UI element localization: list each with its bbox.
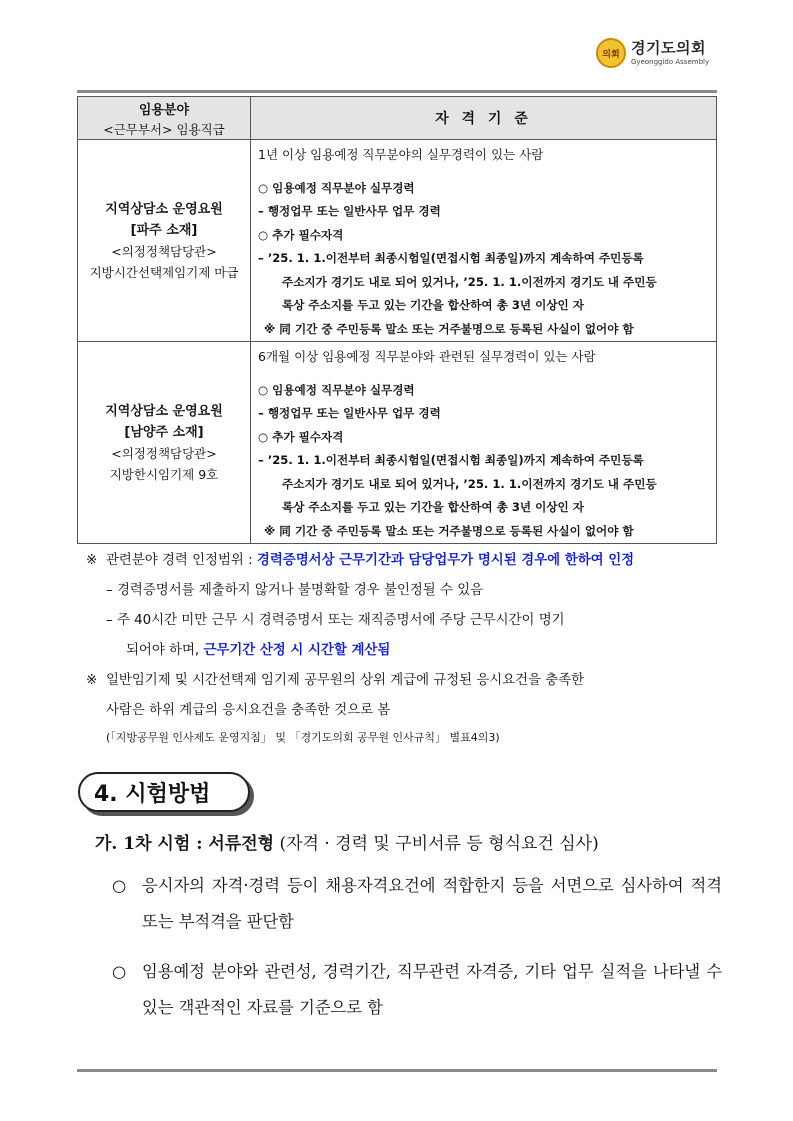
- section-heading: 4. 시험방법: [78, 772, 250, 812]
- table-row: [78, 342, 717, 544]
- criteria-intro: 1년 이상 임용예정 직무분야의 실무경력이 있는 사람: [258, 147, 544, 162]
- note-sub-prefix: 되어야 하며,: [126, 643, 204, 658]
- criteria-cell: [251, 140, 717, 342]
- position-title: 지역상담소 운영요원: [105, 403, 223, 419]
- list-item: [112, 868, 722, 940]
- criteria-line: ○ 추가 필수자격: [258, 227, 344, 242]
- note-text: 일반임기제 및 시간선택제 임기제 공무원의 상위 계급에 규정된 응시요건을 충족한: [106, 673, 585, 688]
- note-mark: ※: [86, 673, 98, 688]
- col1-header-line1: 임용분야: [138, 102, 190, 118]
- position-location: [파주 소재]: [130, 222, 198, 238]
- criteria-line: 록상 주소지를 두고 있는 기간을 합산하여 총 3년 이상인 자: [282, 298, 584, 312]
- qualification-table: [77, 96, 717, 544]
- col1-header-line2: <근무부서> 임용직급: [103, 121, 225, 137]
- note-prefix: 관련분야 경력 인정범위 :: [106, 553, 257, 568]
- note-sub-item: – 주 40시간 미만 근무 시 경력증명서 또는 재직증명서에 주당 근무시간이 명기: [106, 613, 565, 628]
- position-cell: [78, 342, 251, 544]
- position-department: <의정정책담당관>: [111, 243, 217, 259]
- table-header-row: [78, 97, 717, 140]
- bullet-list: [112, 868, 722, 1040]
- top-rule: [77, 90, 717, 93]
- col-header-position: [78, 97, 251, 140]
- note-text-cont: 사람은 하위 계급의 응시요건을 충족한 것으로 봄: [106, 703, 391, 718]
- criteria-cell: [251, 342, 717, 544]
- bullet-circle-icon: ○: [112, 876, 127, 895]
- note-reference: (「지방공무원 인사제도 운영지침」 및 「경기도의회 공무원 인사규칙」 별표4의3): [106, 731, 500, 744]
- criteria-line: ○ 임용예정 직무분야 실무경력: [258, 382, 415, 397]
- criteria-line: 주소지가 경기도 내로 되어 있거나, ’25. 1. 1.이전까지 경기도 내 주민등: [282, 476, 657, 491]
- position-cell: [78, 140, 251, 342]
- criteria-note: ※ 同 기간 중 주민등록 말소 또는 거주불명으로 등록된 사실이 없어야 함: [264, 523, 634, 538]
- subsection-title-bold: 가. 1차 시험 : 서류전형: [95, 834, 275, 854]
- bullet-text: 임용예정 분야와 관련성, 경력기간, 직무관련 자격증, 기타 업무 실적을 나타낼 수 있는 객관적인 자료를 기준으로 함: [142, 962, 722, 1017]
- criteria-line: 록상 주소지를 두고 있는 기간을 합산하여 총 3년 이상인 자: [282, 500, 584, 514]
- bullet-text: 응시자의 자격·경력 등이 채용자격요건에 적합한지 등을 서면으로 심사하여 적격 또는 부적격을 판단함: [142, 876, 722, 931]
- list-item: [112, 954, 722, 1026]
- criteria-intro: 6개월 이상 임용예정 직무분야와 관련된 실무경력이 있는 사람: [258, 349, 596, 364]
- note-sub-item: – 경력증명서를 제출하지 않거나 불명확할 경우 불인정될 수 있음: [106, 583, 484, 598]
- position-title: 지역상담소 운영요원: [105, 201, 223, 217]
- bottom-rule: [77, 1069, 717, 1072]
- criteria-line: 주소지가 경기도 내로 되어 있거나, ’25. 1. 1.이전까지 경기도 내 주민등: [282, 274, 657, 289]
- note-mark: ※: [86, 553, 98, 568]
- note-sub-emphasis: 근무기간 산정 시 시간할 계산됨: [203, 643, 391, 658]
- note-sub-item-cont: [86, 636, 720, 666]
- criteria-line: – ’25. 1. 1.이전부터 최종시험일(면접시험 최종일)까지 계속하여 주민등록: [258, 251, 644, 265]
- criteria-line: – 행정업무 또는 일반사무 업무 경력: [258, 406, 441, 420]
- assembly-logo: [596, 38, 709, 68]
- note-career-range: [86, 546, 720, 576]
- note-rank-requirement: [86, 666, 720, 696]
- org-name-en: Gyeonggido Assembly: [631, 57, 710, 66]
- position-grade: 지방시간선택제임기제 마급: [89, 264, 239, 280]
- subsection-title: [95, 829, 599, 854]
- criteria-line: – ’25. 1. 1.이전부터 최종시험일(면접시험 최종일)까지 계속하여 주민등록: [258, 453, 644, 467]
- criteria-line: – 행정업무 또는 일반사무 업무 경력: [258, 204, 441, 218]
- criteria-line: ○ 추가 필수자격: [258, 429, 344, 444]
- notes-block: [86, 546, 720, 750]
- position-location: [남양주 소재]: [124, 424, 204, 440]
- col-header-criteria: [251, 97, 717, 140]
- criteria-line: ○ 임용예정 직무분야 실무경력: [258, 180, 415, 195]
- position-grade: 지방한시임기제 9호: [109, 466, 219, 482]
- table-row: [78, 140, 717, 342]
- position-department: <의정정책담당관>: [111, 445, 217, 461]
- bullet-circle-icon: ○: [112, 962, 127, 981]
- assembly-seal-icon: [596, 38, 626, 68]
- col2-header: 자 격 기 준: [435, 111, 532, 127]
- org-name-kr: 경기도의회: [631, 38, 706, 57]
- seal-text: 의회: [602, 49, 620, 60]
- subsection-title-rest: (자격 · 경력 및 구비서류 등 형식요건 심사): [274, 834, 599, 854]
- criteria-note: ※ 同 기간 중 주민등록 말소 또는 거주불명으로 등록된 사실이 없어야 함: [264, 321, 634, 336]
- note-emphasis: 경력증명서상 근무기간과 담당업무가 명시된 경우에 한하여 인정: [256, 553, 635, 568]
